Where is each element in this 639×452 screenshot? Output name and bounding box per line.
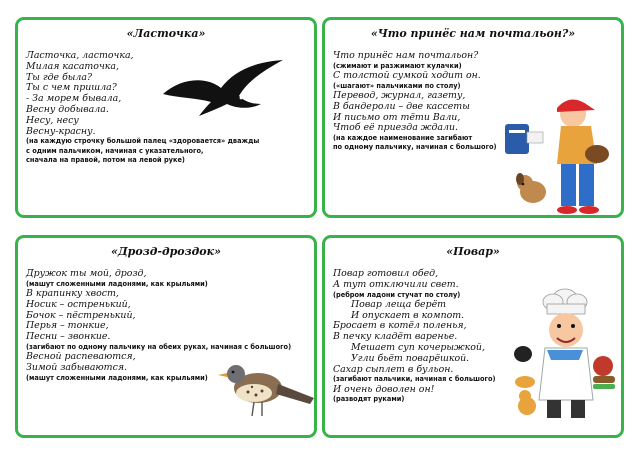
card-title: «Дрозд-дроздок» — [111, 245, 221, 258]
instruction-line: сначала на правой, потом на левой руке) — [26, 155, 185, 164]
verse-line: Повар леща берёт — [351, 298, 447, 310]
verse-line: Перья – тонкие, — [26, 320, 109, 332]
instruction-line: (машут сложенными ладонями, как крыльями) — [26, 373, 208, 382]
instruction-line: («шагают» пальчиками по столу) — [333, 81, 461, 90]
verse-line: Песни – звонкие. — [26, 331, 111, 343]
postman-picture — [505, 92, 623, 218]
instruction-line: (разводят руками) — [333, 395, 405, 404]
instruction-line: (загибают по одному пальчику на обеих руках, начиная с большого) — [26, 342, 292, 351]
card-postman — [322, 17, 624, 218]
verse-line: В крапинку хвост, — [26, 288, 119, 299]
verse-line: В бандероли – две кассеты — [333, 100, 470, 112]
verse-line: Мешает суп кочерыжкой, — [351, 341, 485, 353]
verse-line: Повар готовил обед, — [333, 268, 439, 279]
verse-line: А тут отключили свет. — [333, 278, 459, 290]
verse-line: Милая касаточка, — [26, 60, 119, 72]
instruction-line: (загибают пальчики, начиная с большого) — [333, 375, 496, 384]
verse-line: И опускает в компот. — [351, 309, 465, 321]
card-title: «Ласточка» — [126, 27, 206, 40]
instruction-line: (на каждую строчку большой палец «здоровается» дважды — [26, 137, 260, 146]
verse-line: С толстой сумкой ходит он. — [333, 70, 481, 81]
verse-line: Чтоб её приезда ждали. — [333, 122, 458, 134]
instruction-line: (на каждое наименование загибают — [333, 134, 473, 143]
card-title: «Что принёс нам почтальон?» — [370, 27, 576, 40]
verse-line: Ласточка, ласточка, — [26, 50, 134, 61]
verse-line: Что принёс нам почтальон? — [333, 50, 479, 61]
card-thrush — [15, 235, 317, 438]
verse-line: Угли бьёт поварёшкой. — [351, 352, 470, 364]
verse-line: Сахар сыплет в бульон. — [333, 363, 454, 375]
verse-line: Зимой забываются. — [26, 361, 128, 373]
thrush-picture — [218, 362, 316, 420]
verse-line: Дружок ты мой, дрозд, — [26, 268, 147, 279]
instruction-line: (машут сложенными ладонями, как крыльями) — [26, 279, 208, 288]
verse-line: Весну-красну. — [26, 125, 96, 137]
verse-line: И очень доволен он! — [333, 383, 435, 395]
verse-line: Несу, несу — [26, 114, 79, 126]
cook-picture — [513, 288, 623, 424]
instruction-line: (ребром ладони стучат по столу) — [333, 290, 461, 299]
verse-line: Весну добывала. — [26, 103, 109, 115]
verse-line: И письмо от тёти Вали, — [333, 111, 461, 123]
verse-line: Весной распеваются, — [26, 351, 136, 363]
verse-line: Ты с чем пришла? — [26, 82, 117, 94]
verse-line: Ты где была? — [26, 71, 93, 83]
verse-line: Бочок – пёстренький, — [26, 309, 136, 321]
verse-line: - За морем бывала, — [26, 93, 122, 105]
instruction-line: с одним пальчиком, начиная с указательного, — [26, 146, 204, 155]
verse-line: В печку кладёт варенье. — [333, 331, 458, 343]
verse-line: Бросает в котёл поленья, — [333, 320, 467, 332]
verse-line: Носик – остренький, — [26, 298, 131, 310]
verse-line: Перевод, журнал, газету, — [333, 90, 466, 101]
instruction-line: (сжимают и разжимают кулачки) — [333, 61, 462, 70]
card-cook — [322, 235, 624, 438]
card-swallow — [15, 17, 317, 218]
swallow-picture — [161, 58, 286, 120]
instruction-line: по одному пальчику, начиная с большого) — [333, 143, 497, 152]
card-title: «Повар» — [446, 245, 500, 258]
